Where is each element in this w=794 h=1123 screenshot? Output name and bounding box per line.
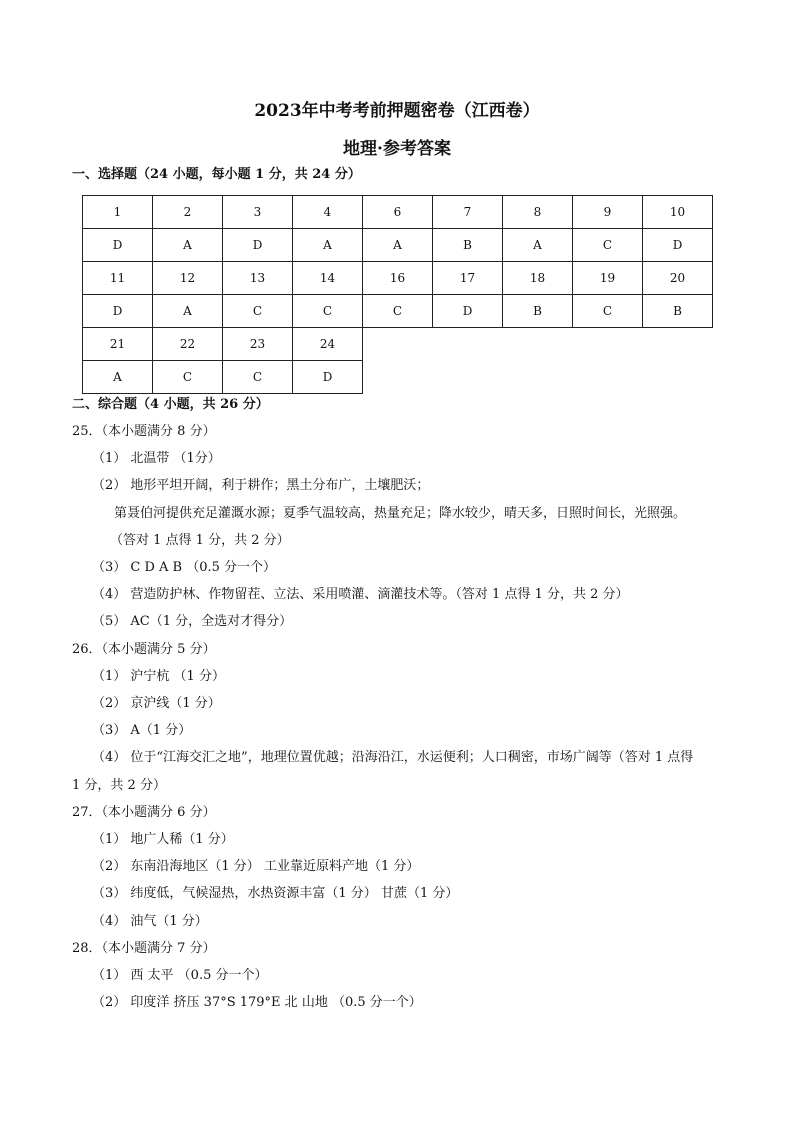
table-cell: 21	[83, 328, 153, 361]
answer-25-2: （2） 地形平坦开阔，利于耕作；黑土分布广，土壤肥沃；	[92, 478, 430, 493]
answer-26-4: （4） 位于“江海交汇之地”，地理位置优越；沿海沿江，水运便利；人口稠密，市场广阔等（答对 1 点得	[92, 750, 694, 765]
table-cell: C	[573, 229, 643, 262]
table-cell: 23	[223, 328, 293, 361]
table-cell: B	[503, 295, 573, 328]
table-cell: B	[643, 295, 713, 328]
table-cell: D	[223, 229, 293, 262]
table-cell: D	[83, 229, 153, 262]
answer-27-2: （2） 东南沿海地区（1 分） 工业靠近原料产地（1 分）	[92, 859, 420, 874]
answer-25-1: （1） 北温带 （1分）	[92, 451, 221, 466]
answer-25-3: （3） C D A B （0.5 分一个）	[92, 560, 277, 575]
table-row	[83, 196, 713, 229]
answer-28-1: （1） 西 太平 （0.5 分一个）	[92, 968, 268, 983]
answer-25-5: （5） AC（1 分，全选对才得分）	[92, 614, 293, 629]
table-cell: 8	[503, 196, 573, 229]
table-cell: C	[153, 361, 223, 394]
answer-25-4: （4） 营造防护林、作物留茬、立法、采用喷灌、滴灌技术等。（答对 1 点得 1 分，共 2 分）	[92, 587, 629, 602]
table-cell: 19	[573, 262, 643, 295]
table-cell: 11	[83, 262, 153, 295]
document-subtitle: 地理·参考答案	[343, 139, 451, 159]
answer-27-4: （4） 油气（1 分）	[92, 914, 208, 929]
table-cell: D	[643, 229, 713, 262]
table-cell: C	[573, 295, 643, 328]
table-cell: B	[433, 229, 503, 262]
question-26-heading: 26．（本小题满分 5 分）	[72, 642, 216, 657]
question-27-heading: 27．（本小题满分 6 分）	[72, 805, 216, 820]
table-cell: 18	[503, 262, 573, 295]
table-cell: 7	[433, 196, 503, 229]
section-choice-heading: 一、选择题（24 小题，每小题 1 分，共 24 分）	[72, 167, 361, 182]
answer-25-2-score: （答对 1 点得 1 分，共 2 分）	[110, 533, 290, 548]
table-cell: 2	[153, 196, 223, 229]
table-cell: 10	[643, 196, 713, 229]
table-cell: D	[293, 361, 363, 394]
question-25-heading: 25．（本小题满分 8 分）	[72, 424, 216, 439]
answer-26-2: （2） 京沪线（1 分）	[92, 696, 221, 711]
answer-27-1: （1） 地广人稀（1 分）	[92, 832, 234, 847]
table-empty-area	[363, 328, 713, 361]
answer-table	[82, 195, 713, 394]
answer-28-2: （2） 印度洋 挤压 37°S 179°E 北 山地 （0.5 分一个）	[92, 995, 422, 1010]
table-cell: D	[433, 295, 503, 328]
table-row	[83, 229, 713, 262]
table-cell: C	[223, 361, 293, 394]
table-cell: 17	[433, 262, 503, 295]
table-empty-area	[363, 361, 713, 394]
table-row	[83, 328, 713, 361]
table-cell: C	[223, 295, 293, 328]
table-cell: 22	[153, 328, 223, 361]
table-cell: 3	[223, 196, 293, 229]
table-cell: 16	[363, 262, 433, 295]
section-comprehensive-heading: 二、综合题（4 小题，共 26 分）	[72, 397, 269, 412]
table-cell: A	[153, 295, 223, 328]
table-cell: 1	[83, 196, 153, 229]
question-28-heading: 28．（本小题满分 7 分）	[72, 941, 216, 956]
answer-26-3: （3） A（1 分）	[92, 723, 192, 738]
table-cell: C	[293, 295, 363, 328]
table-row	[83, 262, 713, 295]
table-cell: A	[83, 361, 153, 394]
answer-27-3: （3） 纬度低，气候湿热，水热资源丰富（1 分） 甘蔗（1 分）	[92, 886, 459, 901]
table-cell: A	[503, 229, 573, 262]
table-cell: 12	[153, 262, 223, 295]
table-cell: 13	[223, 262, 293, 295]
table-row	[83, 295, 713, 328]
table-cell: 4	[293, 196, 363, 229]
table-cell: 9	[573, 196, 643, 229]
table-cell: C	[363, 295, 433, 328]
table-cell: 20	[643, 262, 713, 295]
table-cell: 24	[293, 328, 363, 361]
table-cell: 14	[293, 262, 363, 295]
table-cell: A	[153, 229, 223, 262]
document-title: 2023年中考考前押题密卷（江西卷）	[254, 101, 540, 121]
answer-26-4-cont: 1 分，共 2 分）	[72, 778, 166, 793]
table-cell: A	[363, 229, 433, 262]
answer-25-2-cont: 第聂伯河提供充足灌溉水源；夏季气温较高，热量充足；降水较少，晴天多，日照时间长，光照强。	[114, 506, 687, 521]
table-cell: D	[83, 295, 153, 328]
table-cell: 6	[363, 196, 433, 229]
answer-26-1: （1） 沪宁杭 （1 分）	[92, 669, 225, 684]
table-row	[83, 361, 713, 394]
table-cell: A	[293, 229, 363, 262]
